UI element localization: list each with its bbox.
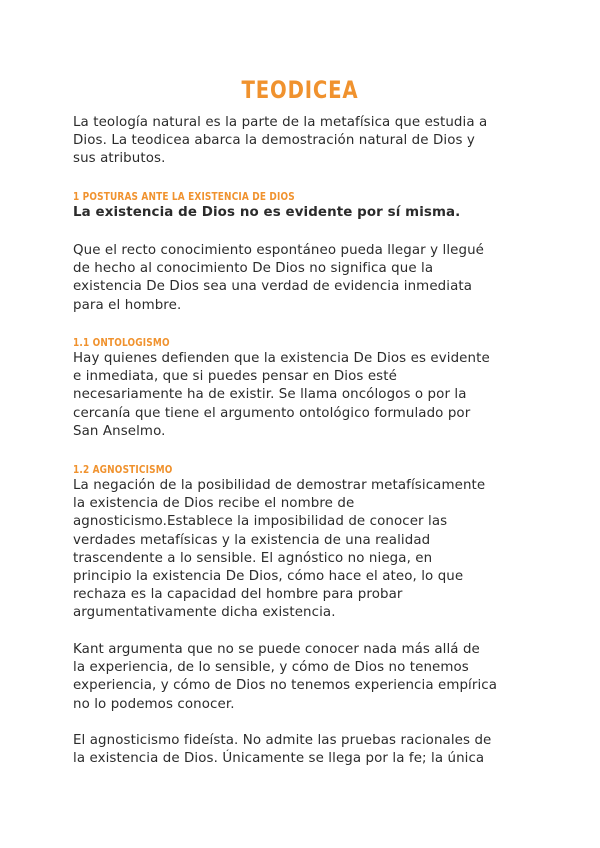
text-line: rechaza es la capacidad del hombre para probar	[73, 587, 403, 603]
text-line: la existencia de Dios. Únicamente se llega por la fe; la única	[73, 751, 485, 767]
text-line: Hay quienes defienden que la existencia De Dios es evidente	[73, 351, 490, 366]
text-line: agnosticismo.Establece la imposibilidad de conocer las	[73, 514, 448, 530]
text-line: San Anselmo.	[73, 423, 166, 439]
text-line: experiencia, y cómo de Dios no tenemos experiencia empírica	[73, 678, 498, 694]
fideism-paragraph	[73, 732, 553, 768]
text-line: necesariamente ha de existir. Se llama oncólogos o por la	[73, 387, 467, 403]
text-line: verdades metafísicas y la existencia de una realidad	[73, 532, 431, 548]
text-line: El agnosticismo fideísta. No admite las pruebas racionales de	[73, 733, 492, 748]
text-line: La negación de la posibilidad de demostrar metafísicamente	[73, 478, 486, 493]
text-line: existencia De Dios sea una verdad de evidencia inmediata	[73, 279, 473, 295]
text-line: cercanía que tiene el argumento ontológico formulado por	[73, 405, 471, 421]
section-heading: 1 POSTURAS ANTE LA EXISTENCIA DE DIOS	[73, 191, 295, 203]
intro-paragraph	[73, 114, 553, 169]
text-line: La teología natural es la parte de la metafísica que estudia a	[73, 115, 488, 130]
text-line: de hecho al conocimiento De Dios no significa que la	[73, 261, 434, 277]
text-line: Dios. La teodicea abarca la demostración natural de Dios y	[73, 133, 475, 149]
section-agnosticismo	[73, 463, 553, 623]
text-line: Kant argumenta que no se puede conocer nada más allá de	[73, 642, 480, 657]
text-line: la existencia de Dios recibe el nombre de	[73, 496, 355, 512]
document-title: TEODICEA	[241, 76, 359, 104]
kant-paragraph	[73, 641, 553, 714]
text-line: trascendente a lo sensible. El agnóstico no niega, en	[73, 550, 433, 566]
section-heading: 1.2 AGNOSTICISMO	[73, 464, 173, 476]
text-line: e inmediata, que si puedes pensar en Dios esté	[73, 369, 397, 385]
text-line: la experiencia, de lo sensible, y cómo de Dios no tenemos	[73, 660, 469, 676]
bold-statement: La existencia de Dios no es evidente por sí misma.	[73, 205, 461, 220]
section-1-paragraph	[73, 242, 553, 315]
section-heading: 1.1 ONTOLOGISMO	[73, 337, 170, 349]
text-line: argumentativamente dicha existencia.	[73, 605, 336, 621]
text-line: para el hombre.	[73, 297, 182, 313]
section-1	[73, 190, 553, 222]
section-ontologismo	[73, 336, 553, 441]
text-line: principio la existencia De Dios, cómo hace el ateo, lo que	[73, 569, 464, 585]
text-line: Que el recto conocimiento espontáneo pueda llegar y llegué	[73, 243, 484, 258]
text-line: sus atributos.	[73, 151, 166, 167]
text-line: no lo podemos conocer.	[73, 696, 235, 712]
